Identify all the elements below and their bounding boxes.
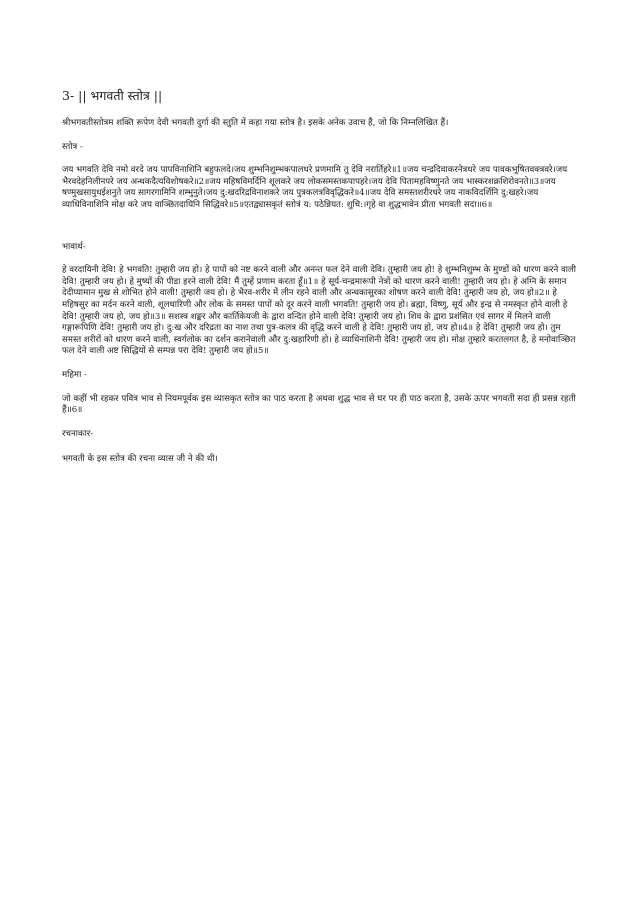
rachnakar-paragraph: भगवती के इस स्तोत्र की रचना व्यास जी ने की थी। <box>62 454 218 465</box>
mahima-heading: महिमा - <box>62 369 87 380</box>
bhavarth-paragraph: हे वरदायिनी देवि! हे भगवति! तुम्हारी जय हो। हे पापों को नष्ट करने वाली और अनन्त फल देने वाली देवि। तुम्हारी जय हो! हे शुम्भनिशुम्भ के मुण्डों को धारण करने वाली देवि! तुम्हारी जय हो। हे मुष्यों की पीडा हरने वाली देवि! मैं तुम्हें प्रणाम करता हूँ॥1॥ हे सूर्य-चन्द्रमारूपी नेत्रों को धारण करने वाली! तुम्हारी जय हो। हे अग्नि के समान देदीप्यामान मुख से शोभित होने वाली! तुम्हारी जय हो। हे भैरव-शरीर में लीन रहने वाली और अन्धकासुरका शोषण करने वाली देवि! तुम्हारी जय हो, जय हो॥2॥ हे महिषसुर का मर्दन करने वाली, शूलधारिणी और लोक के समस्त पापों को दूर करने वाली भगवति! तुम्हारी जय हो। ब्रह्मा, विष्णु, सूर्य और इन्द्र से नमस्कृत होने वाली हे देवि! तुम्हारी जय हो, जय हो॥3॥ सशस्त्र शङ्कर और कार्तिकेयजी के द्वारा वन्दित होने वाली देवि! तुम्हारी जय हो। शिव के द्वारा प्रशंसित एवं सागर में मिलने वाली गङ्गारूपिणि देवि! तुम्हारी जय हो। दु:ख और दरिद्रता का नाश तथा पुत्र-कलत्र की वृद्धि करने वाली हे देवि! तुम्हारी जय हो, जय हो॥4॥ हे देवि! तुम्हारी जय हो। तुम समस्त शरीरों को धारण करने वाली, स्वर्गलोक का दर्शन करानेवाली और दु:खहारिणी हो। हे व्याधिनाशिनी देवि! तुम्हारी जय हो। मोक्ष तुम्हारे करतलगत है, हे मनोवाञ्छित फल देने वाली अष्ट सिद्धियों से सम्पन्न परा देवि! तुम्हारी जय हो॥5॥ <box>62 265 576 357</box>
mahima-paragraph: जो कहीं भी रहकर पवित्र भाव से नियमपूर्वक इस व्यासकृत स्तोत्र का पाठ करता है अथवा शुद्ध भाव से घर पर ही पाठ करता है, उसके ऊपर भगवती सदा ही प्रसन्न रहती हैं॥6॥ <box>62 393 576 416</box>
stotra-heading: स्तोत्र - <box>62 141 83 152</box>
stotra-paragraph: जय भगवति देवि नमो वरदे जय पापविनाशिनि बहुफलदे।जय शुम्भनिशुम्भकपालधरे प्रणमामि तु देवि नरार्तिहरे॥1॥जय चन्द्रदिवाकरनेत्रधरे जय पावकभूषितवक्त्रवरे।जय भैरवदेहनिलीनपरे जय अन्धकदैत्यविशोषकरे॥2॥जय महिषविमर्दिनि शूलकरे जय लोकसमस्तकपापहरे।जय देवि पितामहविष्णुनते जय भास्करशक्रशिरोवनते॥3॥जय षण्मुखसायुधईशनुते जय सागरगामिनि शम्भुनुते।जय दु:खदरिद्रविनाशकरे जय पुत्रकलत्रविवृद्धिकरे॥4॥जय देवि समस्तशरीरधरे जय नाकविदर्शिनि दु:खहरे।जय व्याधिविनाशिनि मोक्ष करे जय वाञ्छितदायिनि सिद्धिवरे॥5॥एतद्व्यासकृतं स्तोत्रं य: पठेन्नियत: शुचि:।गृहे वा शुद्धभावेन प्रीता भगवती सदा॥6॥ <box>62 165 568 210</box>
bhavarth-heading: भावार्थ- <box>62 241 86 252</box>
intro-paragraph: श्रीभगवतीस्तोत्रम शक्ति रूपेण देवी भगवती दुर्गा की स्तुति में कहा गया स्तोत्र है। इसके अनेक उवाच हैं, जो कि निम्नलिखित हैं। <box>62 118 449 128</box>
document-page <box>62 88 582 466</box>
rachnakar-heading: रचनाकार- <box>62 428 94 439</box>
page-title: 3- || भगवती स्तोत्र || <box>62 88 163 103</box>
